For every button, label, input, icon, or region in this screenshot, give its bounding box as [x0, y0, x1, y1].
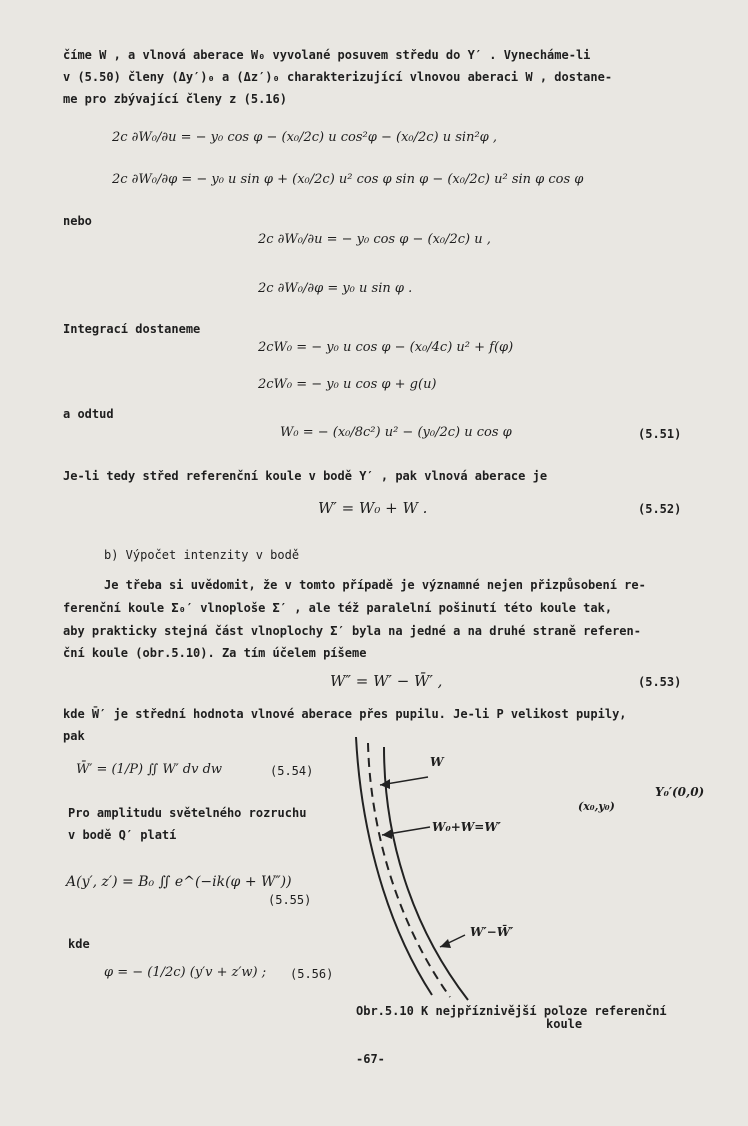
equation-g: W₀ = − (x₀/8c²) u² − (y₀/2c) u cos φ [280, 425, 512, 440]
para-line-3: aby prakticky stejná část vlnoplochy Σ′ byla na jedné a na druhé straně referen- [63, 624, 641, 638]
equation-c: 2c ∂W₀/∂u = − y₀ cos φ − (x₀/2c) u , [258, 232, 491, 247]
equation-k: A(y′, z′) = B₀ ∬ e^(−ik(φ + W″)) [66, 874, 292, 890]
equation-number-5-53: (5.53) [638, 675, 682, 689]
curve-w-prime-minus-mean [356, 737, 432, 995]
text-pro-line-1: Pro amplitudu světelného rozruchu [68, 806, 307, 820]
page-number: -67- [356, 1052, 385, 1066]
text-je-li: Je-li tedy střed referenční koule v bodě Y′ , pak vlnová aberace je [63, 469, 548, 483]
equation-f: 2cW₀ = − y₀ u cos φ + g(u) [258, 377, 437, 392]
text-nebo: nebo [63, 214, 92, 228]
equation-number-5-51: (5.51) [638, 427, 682, 441]
equation-b: 2c ∂W₀/∂φ = − y₀ u sin φ + (x₀/2c) u² cos φ sin φ − (x₀/2c) u² sin φ cos φ [112, 172, 584, 187]
section-heading-b: b) Výpočet intenzity v bodě [104, 548, 300, 562]
equation-l: φ = − (1/2c) (y′v + z′w) ; [104, 965, 267, 980]
figure-wavefronts [340, 735, 740, 1005]
equation-h: W′ = W₀ + W . [318, 499, 428, 517]
text-kde-line: kde W̄′ je střední hodnota vlnové aberace přes pupilu. Je-li P velikost pupily, [63, 707, 627, 721]
intro-line-1: číme W , a vlnová aberace W₀ vyvolané posuvem středu do Y′ . Vynecháme-li [63, 48, 591, 62]
para-line-2: ferenční koule Σ₀′ vlnoploše Σ′ , ale též paralelní pošinutí této koule tak, [63, 601, 613, 615]
intro-line-2: v (5.50) členy (Δy′)₀ a (Δz′)₀ charakterizující vlnovou aberaci W , dostane- [63, 70, 613, 84]
equation-i: W″ = W′ − W̄′ , [330, 672, 443, 690]
text-pak: pak [63, 729, 85, 743]
curve-w0-plus-w [368, 743, 450, 997]
figure-label-y0-origin: Y₀′(0,0) [655, 785, 705, 799]
text-integraci: Integrací dostaneme [63, 322, 201, 336]
text-kde-2: kde [68, 937, 90, 951]
equation-number-5-55: (5.55) [268, 893, 312, 907]
para-line-4: ční koule (obr.5.10). Za tím účelem píšeme [63, 646, 367, 660]
figure-label-w: W [430, 755, 444, 769]
equation-number-5-52: (5.52) [638, 502, 682, 516]
text-a-odtud: a odtud [63, 407, 114, 421]
curve-w [384, 747, 468, 1000]
figure-caption-line-2: koule [546, 1017, 583, 1031]
equation-number-5-56: (5.56) [290, 967, 334, 981]
para-line-1: Je třeba si uvědomit, že v tomto případě je významné nejen přizpůsobení re- [104, 578, 646, 592]
figure-label-w0-plus-w: W₀+W=W′ [432, 820, 501, 834]
equation-e: 2cW₀ = − y₀ u cos φ − (x₀/4c) u² + f(φ) [258, 340, 514, 355]
equation-number-5-54: (5.54) [270, 764, 314, 778]
equation-d: 2c ∂W₀/∂φ = y₀ u sin φ . [258, 281, 413, 296]
figure-label-w-minus-mean: W′−W̄′ [470, 925, 514, 939]
figure-caption-line-1: Obr.5.10 K nejpříznivější poloze referenční [356, 1004, 667, 1018]
equation-j: W̄′ = (1/P) ∬ W′ dv dw [76, 762, 223, 777]
text-pro-line-2: v bodě Q′ platí [68, 828, 177, 842]
figure-label-x0-y0: (x₀,y₀) [578, 800, 615, 813]
intro-line-3: me pro zbývající členy z (5.16) [63, 92, 287, 106]
equation-a: 2c ∂W₀/∂u = − y₀ cos φ − (x₀/2c) u cos²φ − (x₀/2c) u sin²φ , [112, 130, 498, 145]
